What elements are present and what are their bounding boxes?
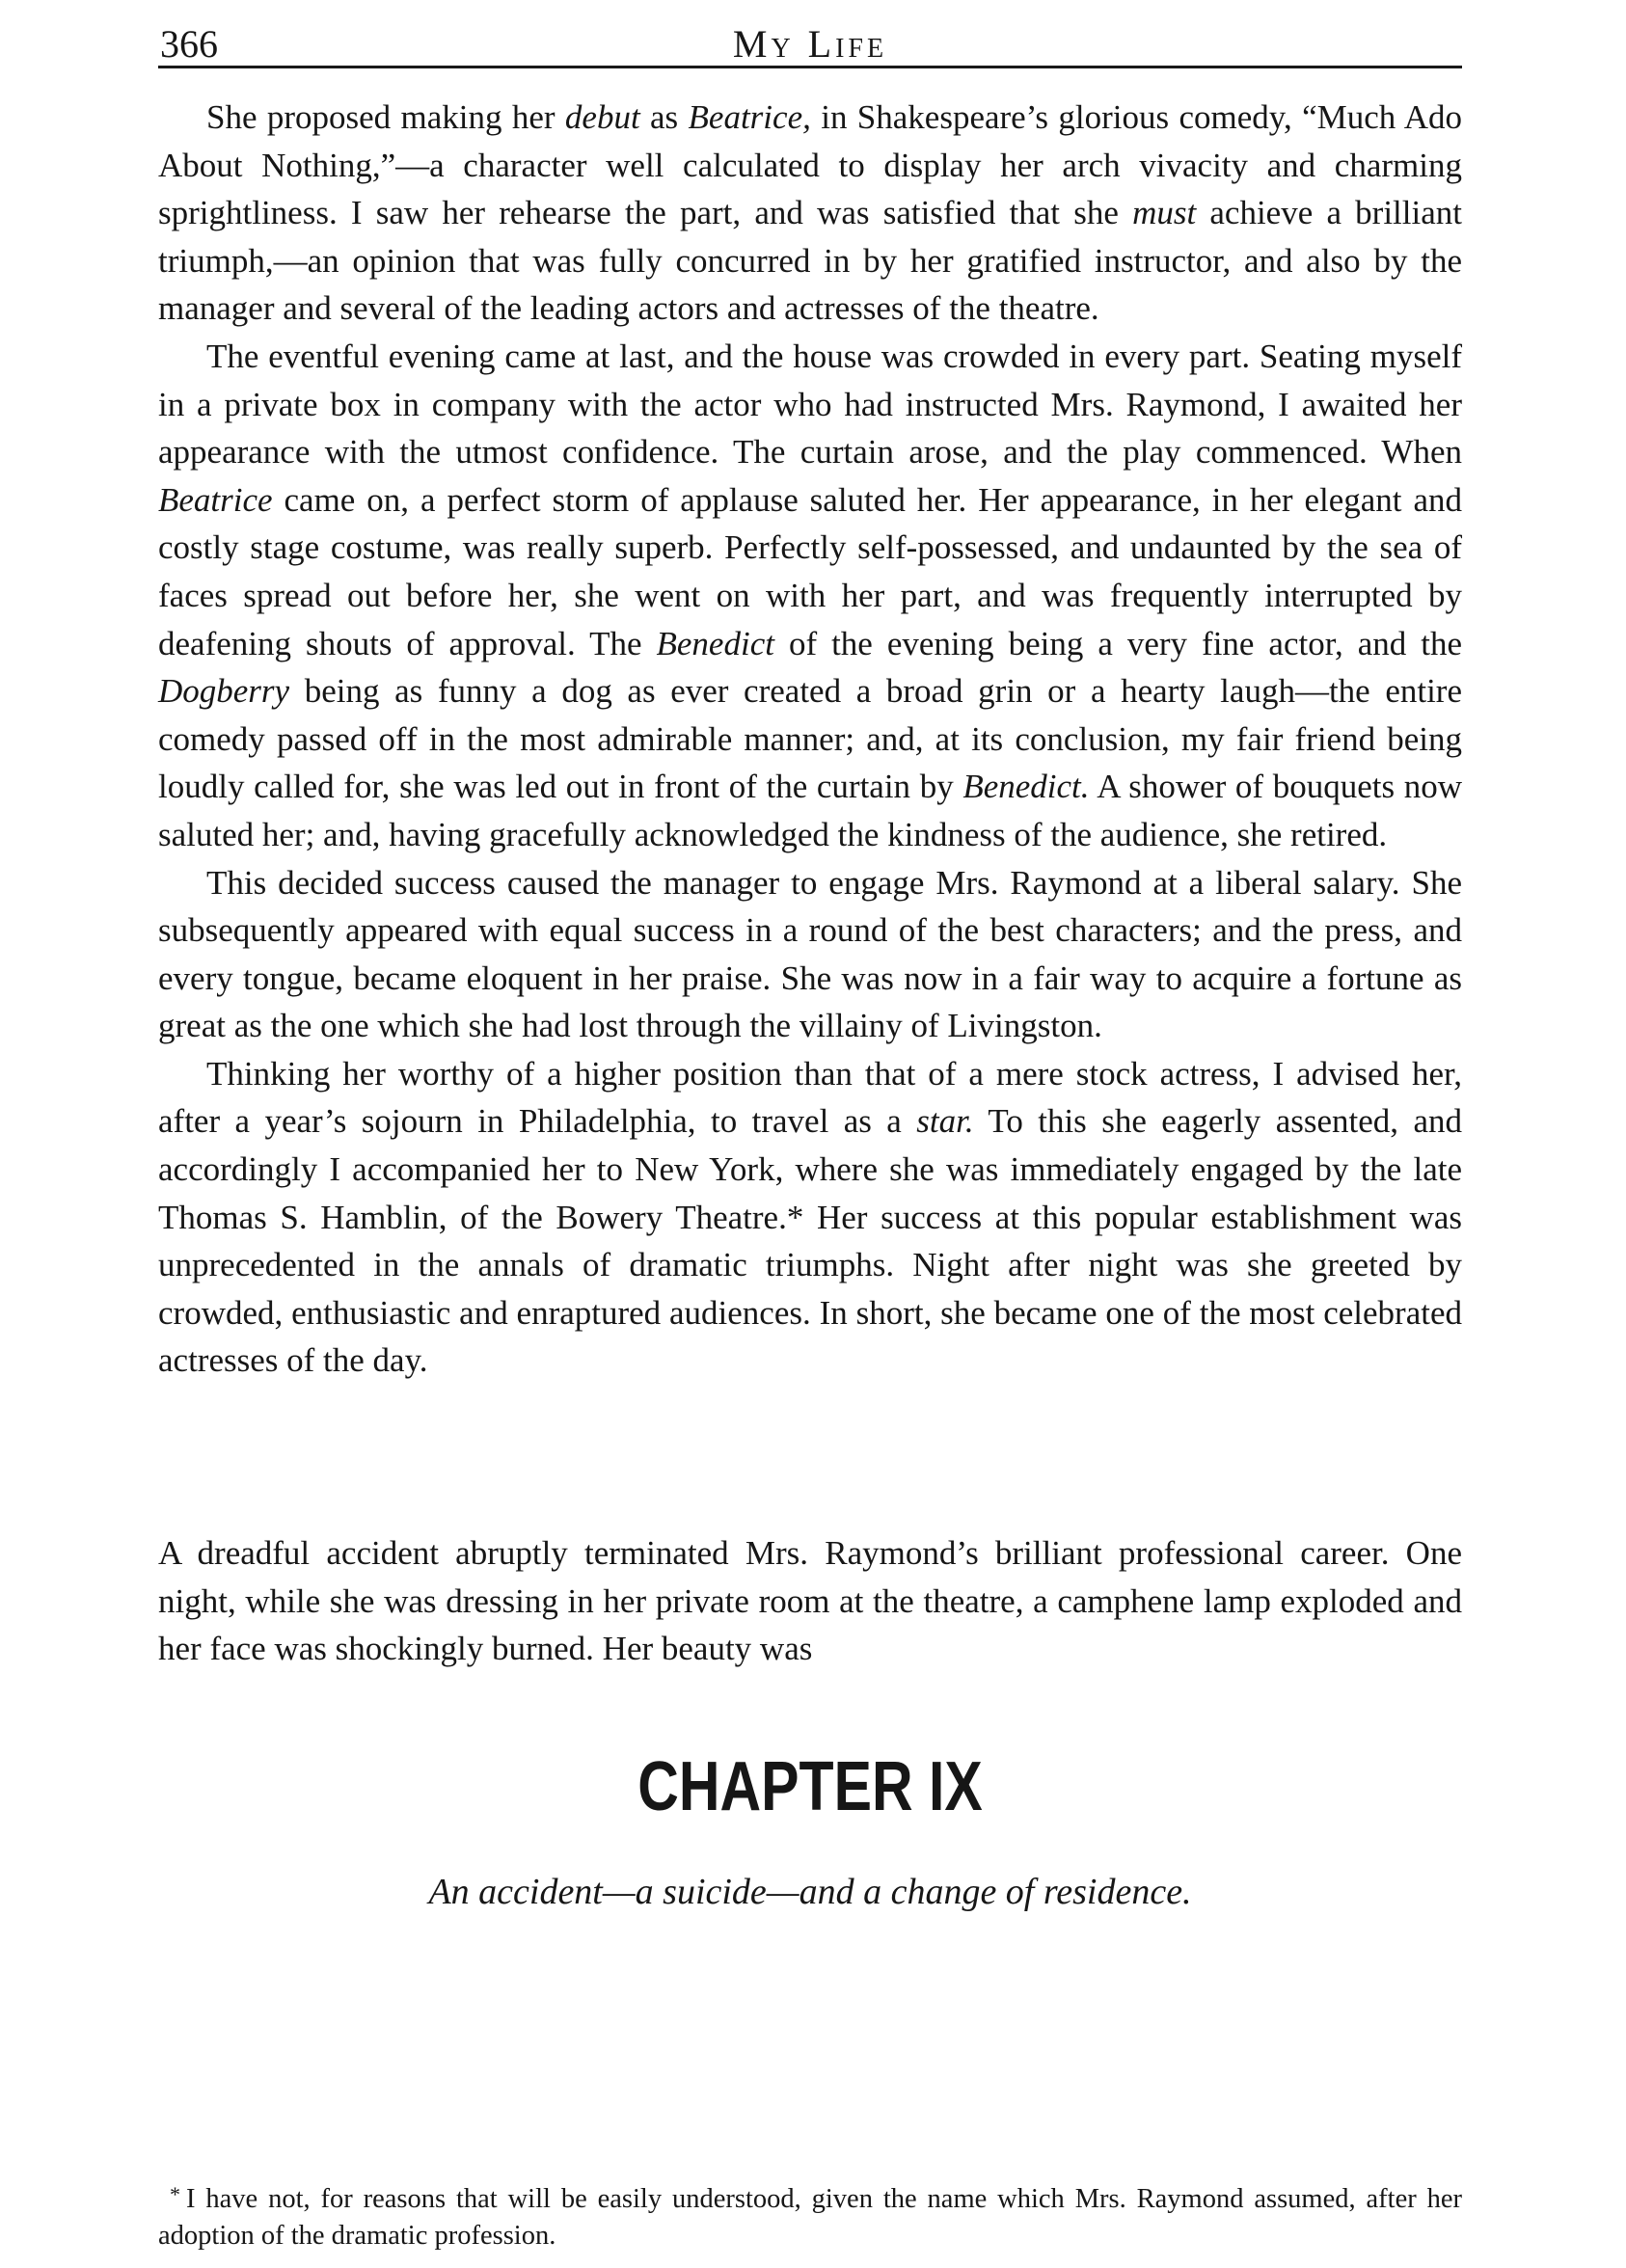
paragraph: Thinking her worthy of a higher position than that of a mere stock actress, I advised her, after a year’s sojourn in Philadelphia, to travel as a star. To this she eagerly assented, and accordingly I accompanied her to New York, where she was immediately engaged by the late Thomas S. Hamblin, of the Bowery Theatre.* Her success at this popular establishment was unprecedented in the annals of dramatic triumphs. Night after night was she greeted by crowded, enthusiastic and enraptured audiences. In short, she became one of the most celebrated actresses of the day. (158, 1054, 1462, 1380)
emphasis: Benedict. (962, 768, 1090, 806)
paragraph: The eventful evening came at last, and the house was crowded in every part. Seating myself in a private box in company with the actor who had instructed Mrs. Raymond, I awaited her appearance with the utmost confidence. The curtain arose, and the play commenced. When Beatrice came on, a perfect storm of applause saluted her. Her appearance, in her elegant and costly stage costume, was really superb. Perfectly self-possessed, and undaunted by the sea of faces spread out before her, she went on with her part, and was frequently interrupted by deafening shouts of approval. The Benedict of the evening being a very fine actor, and the Dogberry being as funny a dog as ever created a broad grin or a hearty laugh—the entire comedy passed off in the most admirable manner; and, at its conclusion, my fair friend being loudly called for, she was led out in front of the curtain by Benedict. A shower of bouquets now saluted her; and, having gracefully acknowledged the kindness of the audience, she retired. (158, 337, 1462, 853)
emphasis: Dogberry (158, 672, 290, 711)
emphasis: must (1132, 194, 1197, 232)
running-head (158, 17, 1462, 68)
paragraph: She proposed making her debut as Beatrice, in Shakespeare’s glorious comedy, “Much Ado About Nothing,”—a character well calculated to display her arch vivacity and charming sprightliness. I saw her rehearse the part, and was satisfied that she must achieve a brilliant triumph,—an opinion that was fully concurred in by her gratified instructor, and also by the manager and several of the leading actors and actresses of the theatre. (158, 98, 1463, 328)
emphasis: debut (564, 98, 640, 136)
chapter-title: CHAPTER IX (637, 1748, 983, 1825)
running-title: My Life (732, 22, 888, 66)
chapter-subtitle: An accident—a suicide—and a change of residence. (428, 1872, 1192, 1912)
paragraph: A dreadful accident abruptly terminated Mrs. Raymond’s brilliant professional career. One night, while she was dressing in her private room at the theatre, a camphene lamp exploded and her face was shockingly burned. Her beauty was (158, 1534, 1462, 1668)
section-text (158, 94, 1462, 1385)
paragraph: This decided success caused the manager to engage Mrs. Raymond at a liberal salary. She subsequently appeared with equal success in a round of the best characters; and the press, and every tongue, became eloquent in her praise. She was now in a fair way to acquire a fortune as great as the one which she had lost through the villainy of Livingston. (158, 863, 1462, 1045)
footnote (158, 2176, 1462, 2254)
emphasis: Beatrice (158, 480, 273, 519)
page-number: 366 (160, 22, 218, 66)
footnote-text: I have not, for reasons that will be easily understood, given the name which Mrs. Raymond assumed, after her adoption of the dramatic profession. (158, 2184, 1462, 2251)
emphasis: star. (916, 1102, 974, 1141)
emphasis: Benedict (656, 624, 774, 662)
chapter-text (158, 1529, 1462, 1673)
footnote-mark: * (170, 2182, 180, 2206)
emphasis: Beatrice, (688, 98, 811, 136)
